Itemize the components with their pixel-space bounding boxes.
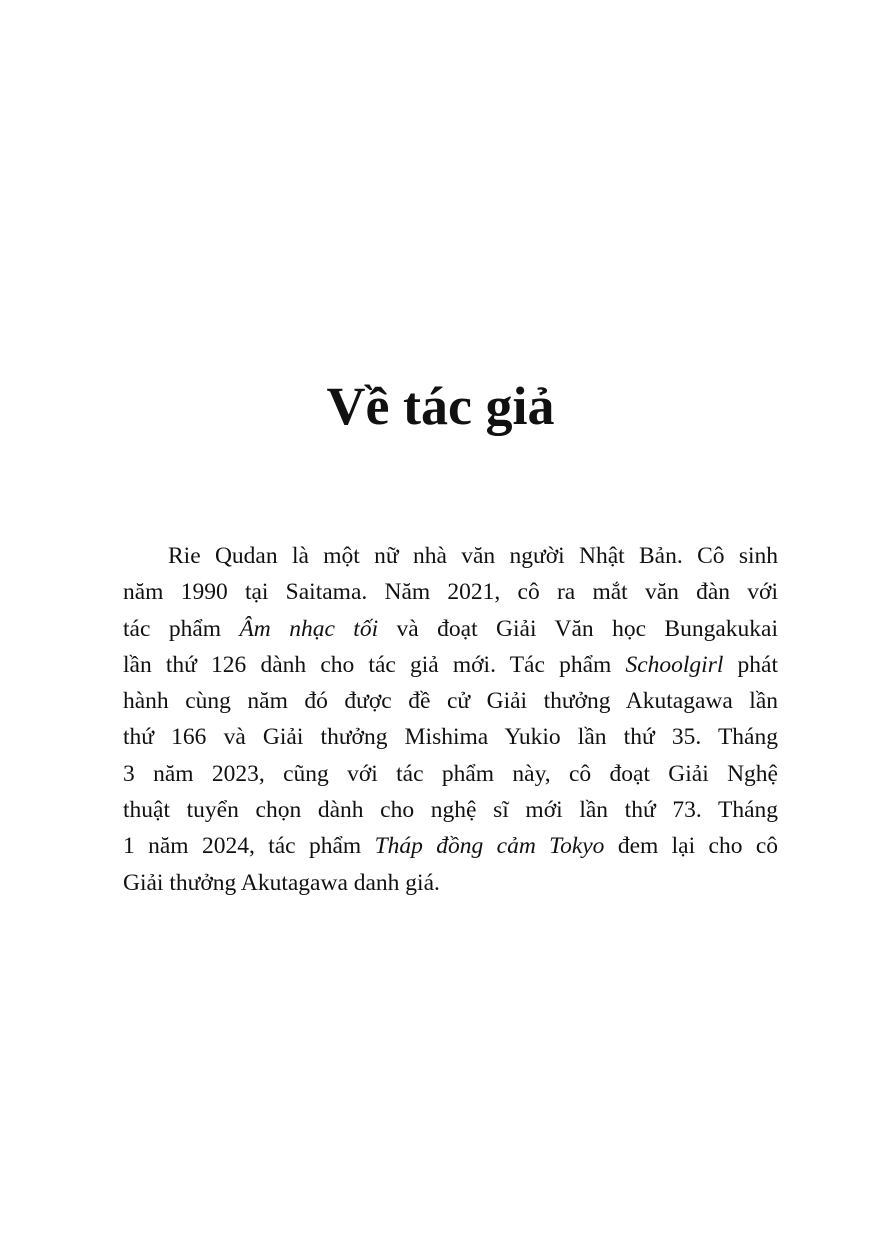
italic-title: Schoolgirl <box>625 651 724 678</box>
text-line <box>123 756 778 792</box>
text-line <box>123 574 778 610</box>
text-line <box>123 865 778 901</box>
text-segment: và đoạt Giải Văn học Bungakukai <box>378 615 778 642</box>
text-segment: đem lại cho cô <box>604 833 778 860</box>
text-segment: thứ 166 và Giải thưởng Mishima Yukio lần thứ 35. Tháng <box>123 724 778 751</box>
text-segment: 1 năm 2024, tác phẩm <box>123 833 375 860</box>
author-bio-paragraph <box>123 538 778 901</box>
italic-title: Âm nhạc tối <box>239 615 379 642</box>
text-line <box>123 683 778 719</box>
text-segment: hành cùng năm đó được đề cử Giải thưởng Akutagawa lần <box>123 688 778 715</box>
italic-title: Tháp đồng cảm Tokyo <box>374 833 605 860</box>
text-segment: thuật tuyển chọn dành cho nghệ sĩ mới lần thứ 73. Tháng <box>123 797 778 824</box>
text-line <box>123 611 778 647</box>
text-segment: 3 năm 2023, cũng với tác phẩm này, cô đoạt Giải Nghệ <box>123 760 778 787</box>
text-line <box>123 647 778 683</box>
text-line <box>123 538 778 574</box>
text-segment: phát <box>723 651 778 678</box>
text-line <box>123 719 778 755</box>
text-segment: lần thứ 126 dành cho tác giả mới. Tác phẩm <box>123 651 626 678</box>
text-segment: Rie Qudan là một nữ nhà văn người Nhật Bản. Cô sinh <box>168 543 778 569</box>
text-segment: năm 1990 tại Saitama. Năm 2021, cô ra mắt văn đàn với <box>123 579 778 606</box>
text-line <box>123 792 778 828</box>
page-title: Về tác giả <box>326 376 555 437</box>
text-segment: Giải thưởng Akutagawa danh giá. <box>123 869 440 896</box>
text-line <box>123 828 778 864</box>
text-segment: tác phẩm <box>123 615 240 642</box>
